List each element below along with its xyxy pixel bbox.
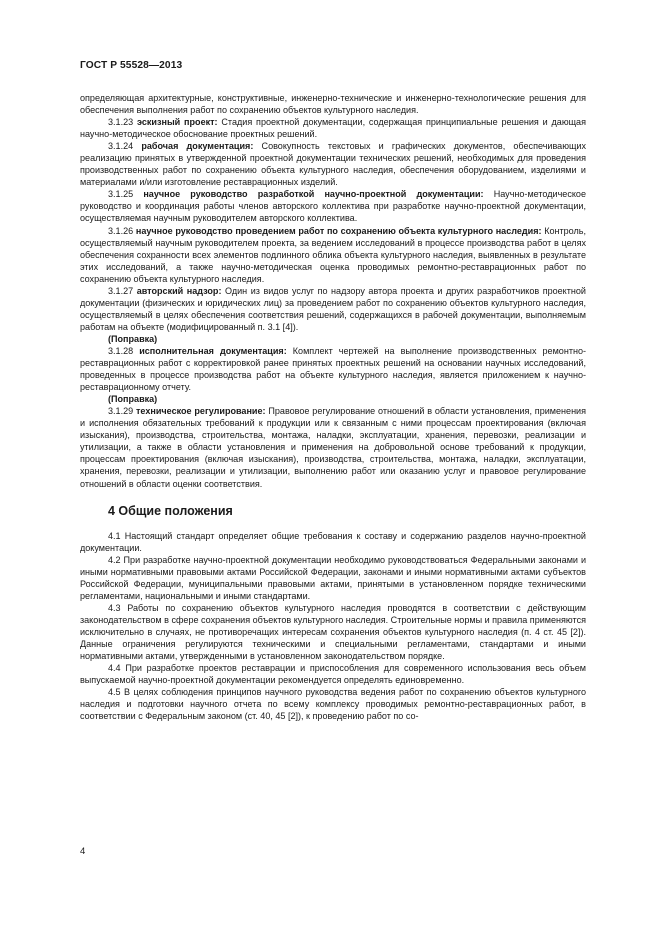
definition-3-1-26 xyxy=(80,225,586,285)
definition-number: 3.1.25 xyxy=(108,189,134,200)
definition-text: Контроль, осуществляемый научным руководителем проекта, за ведением исследований в процессе производства работ в целях обеспечения сохранности всех элементов подлинного облика объекта культурного наследия, выявленных в результате этих исследований, а также научно-методическая оценка проводимых ремонтно-реставрационных работ по сохранению объекта культурного наследия. xyxy=(80,225,587,284)
definition-text: Научно-методическое руководство и координация работы членов авторского коллектива при разработке научно-проектной документации, осуществляемая научным руководителем авторского коллектива. xyxy=(80,189,586,224)
paragraph-4-4: 4.4 При разработке проектов реставрации и приспособления для современного использования весь объем выпускаемой научно-проектной документации рекомендуется определять единовременно. xyxy=(80,663,586,686)
definition-number: 3.1.23 xyxy=(108,117,134,128)
definition-term: авторский надзор: xyxy=(136,285,222,296)
definition-number: 3.1.26 xyxy=(108,225,134,236)
definition-3-1-28 xyxy=(80,345,586,393)
definition-text: Совокупность текстовых и графических документов, обеспечивающих реализацию принятых в утвержденной проектной документации технических решений, необходимых для проведения производственных работ по сохранению объекта культурного наследия, обеспечения оборудованием, изделиями и материалами и/или изготовление реставрационных изделий. xyxy=(80,141,587,188)
definition-term: научное руководство проведением работ по сохранению объекта культурного наследия: xyxy=(135,225,542,236)
definition-number: 3.1.27 xyxy=(108,285,134,296)
section-heading: 4 Общие положения xyxy=(108,503,233,518)
intro-continuation: определяющая архитектурные, конструктивные, инженерно-технические и инженерно-технологические решения для обеспечения выполнения работ по сохранению объектов культурного наследия. xyxy=(80,93,586,116)
definition-text: Правовое регулирование отношений в области установления, применения и исполнения обязательных требований к продукции или к связанным с ними процессам проектирования (включая изыскания), производства, строительства, монтажа, наладки, эксплуатации, хранения, перевозки, реализации и утилизации, а также в области установления и применения на добровольной основе требований к продукции, процессам проектирования (включая изыскания), производства, строительства, монтажа, наладки, эксплуатации, хранения, перевозки, реализации и утилизации, выполнению работ или оказанию услуг и правовое регулирование отношений в области оценки соответствия. xyxy=(80,406,587,489)
definition-number: 3.1.24 xyxy=(108,141,134,152)
definition-number: 3.1.29 xyxy=(108,406,134,417)
paragraph-4-5: 4.5 В целях соблюдения принципов научного руководства ведения работ по сохранению объектов культурного наследия и подготовки научного отчета по всему комплексу проводимых ремонтно-реставрационных работ, в соответствии с Федеральным законом (ст. 40, 45 [2]), к проведению работ по со- xyxy=(80,687,586,722)
definition-text: Стадия проектной документации, содержащая принципиальные решения и дающая научно-методическое обоснование проектных решений. xyxy=(80,117,586,140)
definition-text: Комплект чертежей на выполнение производственных ремонтно-реставрационных работ с корректировкой ранее принятых проектных решений на основании научных исследований, проведенных в процессе производства работ на объекте культурного наследия, является приложением к научно-реставрационному отчету. xyxy=(80,345,587,393)
definition-number: 3.1.28 xyxy=(108,345,134,356)
definition-term: эскизный проект: xyxy=(136,117,218,128)
definition-text: Один из видов услуг по надзору автора проекта и других разработчиков проектной документации (физических и юридических лиц) за проведением работ по сохранению объектов культурного наследия, осуществляемый в целях обеспечения соответствия решений, содержащихся в рабочей документации, выполняемым работам на объекте (модифицированный п. 3.1 [4]). xyxy=(80,285,586,332)
definition-3-1-25 xyxy=(80,188,586,224)
definition-3-1-27 xyxy=(80,285,586,333)
paragraph-4-3: 4.3 Работы по сохранению объектов культурного наследия проводятся в соответствии с действующим законодательством в сфере сохранения объектов культурного наследия. Строительные нормы и правила применяются исключительно в случаях, не противоречащих интересам сохранения объектов культурного наследия (п. 4 ст. 45 [2]). Данные ограничения регулируются техническими и специальными регламентами, стандартами и иными нормативными актами, утвержденными в установленном законодательством порядке. xyxy=(80,602,586,662)
amendment-label: (Поправка) xyxy=(108,394,158,405)
definition-3-1-29 xyxy=(80,405,586,489)
paragraph-4-1: 4.1 Настоящий стандарт определяет общие требования к составу и содержанию разделов научно-проектной документации. xyxy=(80,530,586,553)
amendment-note xyxy=(80,333,586,345)
page-number: 4 xyxy=(80,846,86,857)
amendment-note xyxy=(80,393,586,405)
definition-3-1-24 xyxy=(80,140,586,188)
paragraph-4-2: 4.2 При разработке научно-проектной документации необходимо руководствоваться Федеральными законами и иными нормативными правовыми актами Российской Федерации, законами и иными нормативными актами субъектов Российской Федерации, муниципальными правовыми актами, принятыми в установленном порядке техническими регламентами, национальными и иными стандартами. xyxy=(80,554,586,601)
document-page xyxy=(80,60,586,722)
definition-term: рабочая документация: xyxy=(141,141,254,152)
definition-term: научное руководство разработкой научно-проектной документации: xyxy=(143,189,484,200)
standard-header: ГОСТ Р 55528—2013 xyxy=(80,60,183,71)
definition-term: исполнительная документация: xyxy=(139,345,287,356)
amendment-label: (Поправка) xyxy=(108,333,158,344)
definition-term: техническое регулирование: xyxy=(136,406,266,417)
definition-3-1-23 xyxy=(80,116,586,140)
